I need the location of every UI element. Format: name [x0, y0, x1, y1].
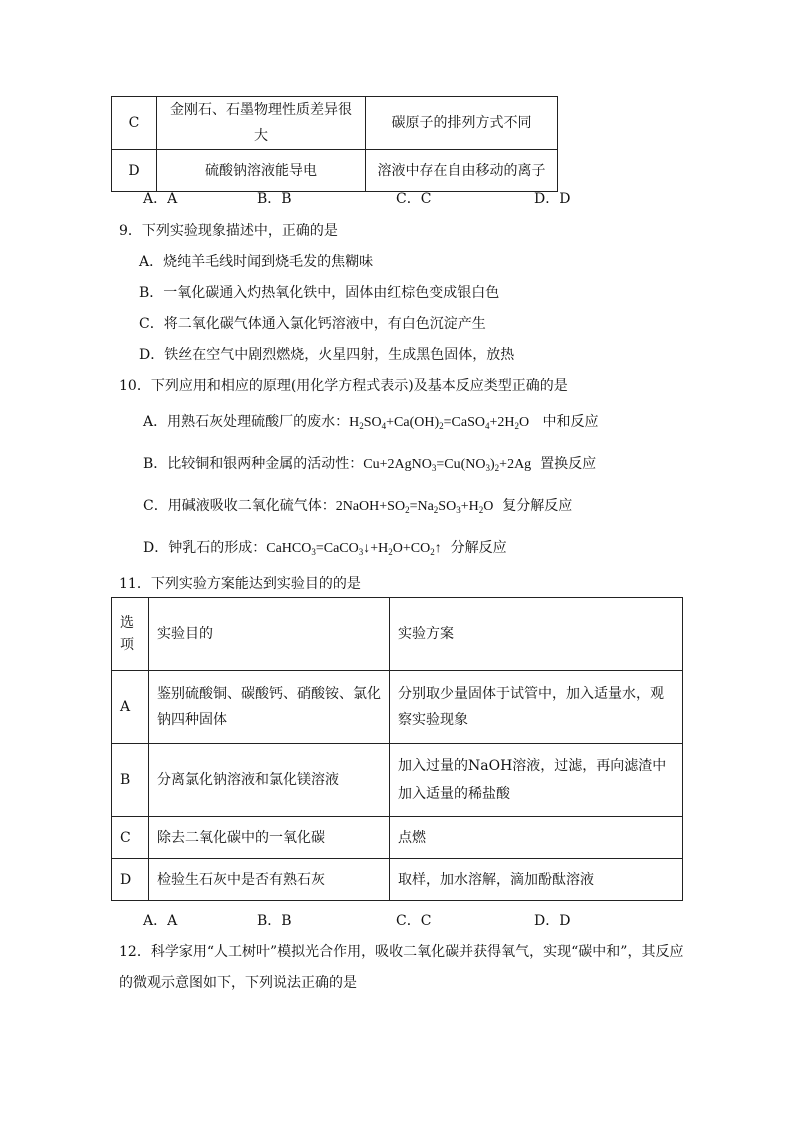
q10-a-type: 中和反应 — [542, 414, 599, 430]
q10-option-a — [143, 411, 599, 431]
q10-a-text: A．用熟石灰处理硫酸厂的废水： — [143, 414, 350, 430]
q10-b-equation: $Cu+2AgNO_3=Cu(NO_3)_2+2Ag$ — [363, 457, 532, 473]
choice-a: A．A — [143, 913, 178, 929]
row-key: D — [112, 150, 157, 192]
table-row — [112, 817, 683, 859]
choice-d: D．D — [534, 191, 571, 207]
q10-option-d — [143, 537, 507, 557]
row-reason: 碳原子的排列方式不同 — [366, 97, 558, 150]
q10-option-b — [143, 453, 596, 473]
q10-b-text: B．比较铜和银两种金属的活动性： — [143, 456, 364, 472]
row-plan: 分别取少量固体于试管中，加入适量水，观察实验现象 — [390, 671, 683, 744]
q9-option-d: D．铁丝在空气中剧烈燃烧，火星四射，生成黑色固体，放热 — [139, 347, 515, 363]
choice-c: C．C — [396, 191, 432, 207]
row-purpose: 分离氯化钠溶液和氯化镁溶液 — [149, 744, 390, 817]
question-10-stem: 10．下列应用和相应的原理(用化学方程式表示)及基本反应类型正确的是 — [119, 378, 568, 394]
row-plan: 取样，加水溶解，滴加酚酞溶液 — [390, 859, 683, 901]
row-key: C — [112, 817, 149, 859]
row-key: A — [112, 671, 149, 744]
q10-option-c — [143, 495, 572, 515]
table-row — [112, 671, 683, 744]
header-plan: 实验方案 — [390, 598, 683, 671]
choice-a: A．A — [143, 191, 178, 207]
row-fact: 金刚石、石墨物理性质差异很大 — [157, 97, 366, 150]
table-row — [112, 97, 558, 150]
question-11-stem: 11．下列实验方案能达到实验目的的是 — [119, 576, 361, 592]
q9-option-b: B．一氧化碳通入灼热氧化铁中，固体由红棕色变成银白色 — [139, 285, 500, 301]
row-purpose: 除去二氧化碳中的一氧化碳 — [149, 817, 390, 859]
question-9-stem: 9．下列实验现象描述中，正确的是 — [119, 223, 338, 239]
row-key: D — [112, 859, 149, 901]
choice-c: C．C — [396, 913, 432, 929]
table-row — [112, 744, 683, 817]
choice-d: D．D — [534, 913, 571, 929]
question-12-line-1: 12．科学家用“人工树叶”模拟光合作用，吸收二氧化碳并获得氧气，实现“碳中和”，其反应 — [119, 944, 684, 960]
table-row — [112, 150, 558, 192]
q10-a-equation: $H_2SO_4+Ca(OH)_2=CaSO_4+2H_2O$ — [349, 415, 530, 431]
choice-b: B．B — [257, 913, 292, 929]
q9-option-a: A．烧纯羊毛线时闻到烧毛发的焦糊味 — [139, 254, 374, 270]
q10-d-equation: $CaHCO_3=CaCO_3↓+H_2O+CO_2↑$ — [266, 541, 442, 557]
q10-c-text: C．用碱液吸收二氧化硫气体： — [143, 498, 336, 514]
table-header-row — [112, 598, 683, 671]
header-key: 选项 — [112, 598, 149, 671]
table-row — [112, 859, 683, 901]
row-key: C — [112, 97, 157, 150]
header-purpose: 实验目的 — [149, 598, 390, 671]
choice-b: B．B — [257, 191, 292, 207]
row-purpose: 鉴别硫酸铜、碳酸钙、硝酸铵、氯化钠四种固体 — [149, 671, 390, 744]
q10-d-text: D．钟乳石的形成： — [143, 540, 267, 556]
row-purpose: 检验生石灰中是否有熟石灰 — [149, 859, 390, 901]
row-plan: 点燃 — [390, 817, 683, 859]
q10-c-equation: $2NaOH+SO_2=Na_2SO_3+H_2O$ — [335, 499, 494, 515]
q10-c-type: 复分解反应 — [502, 498, 573, 514]
row-reason: 溶液中存在自由移动的离子 — [366, 150, 558, 192]
q10-b-type: 置换反应 — [540, 456, 597, 472]
question-12-line-2: 的微观示意图如下，下列说法正确的是 — [119, 975, 357, 991]
q10-d-type: 分解反应 — [450, 540, 507, 556]
q9-option-c: C．将二氧化碳气体通入氯化钙溶液中，有白色沉淀产生 — [139, 316, 486, 332]
row-key: B — [112, 744, 149, 817]
comparison-table — [111, 96, 558, 192]
experiment-table — [111, 597, 683, 901]
row-plan: 加入过量的NaOH溶液，过滤，再向滤渣中加入适量的稀盐酸 — [390, 744, 683, 817]
row-fact: 硫酸钠溶液能导电 — [157, 150, 366, 192]
